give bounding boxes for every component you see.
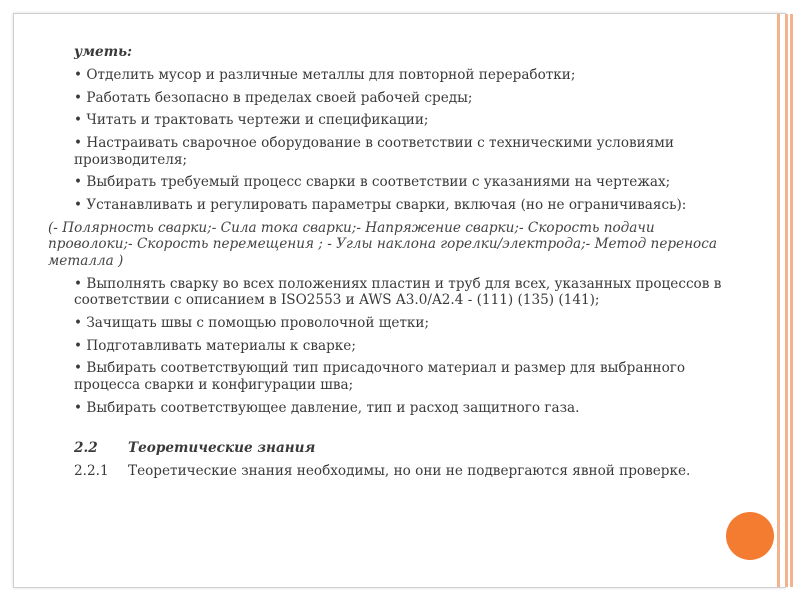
list-item	[48, 315, 738, 331]
subsection-item	[48, 463, 738, 479]
decor-stripe	[785, 14, 788, 587]
list-item	[48, 276, 738, 309]
list-item	[48, 360, 738, 393]
section-number: 2.2	[74, 440, 98, 457]
list-item	[48, 197, 738, 213]
list-item-text: • Выбирать требуемый процесс сварки в соответствии с указаниями на чертежах;	[74, 174, 671, 191]
subsection-text: Теоретические знания необходимы, но они не подвергаются явной проверке.	[128, 463, 691, 480]
list-item	[48, 400, 738, 416]
list-item	[48, 112, 738, 128]
list-item-text: • Подготавливать материалы к сварке;	[74, 337, 356, 354]
section-title: Теоретические знания	[128, 440, 316, 457]
list-item	[48, 135, 738, 168]
list-item-text: • Зачищать швы с помощью проволочной щетки;	[74, 314, 430, 331]
list-item-text: • Выбирать соответствующее давление, тип и расход защитного газа.	[74, 399, 580, 416]
list-item-header: уметь:	[74, 44, 133, 60]
list-item	[48, 338, 738, 354]
list-item-text: • Выбирать соответствующий тип присадочного материал и размер для выбранного процесса сварки и конфигурации шва;	[74, 360, 686, 393]
list-item-text: • Выполнять сварку во всех положениях пластин и труб для всех, указанных процессов в соответствии с описанием в ISO2553 и AWS A3.0/A2.4 - (111) (135) (141);	[74, 275, 722, 308]
slide-content	[48, 44, 738, 486]
list-item-text: • Читать и трактовать чертежи и спецификации;	[74, 112, 429, 129]
list-item	[48, 67, 738, 83]
subsection-number: 2.2.1	[74, 463, 109, 480]
list-item-text: • Настраивать сварочное оборудование в соответствии с техническими условиями производителя;	[74, 135, 674, 168]
decor-stripe	[777, 14, 780, 587]
slide-frame	[13, 13, 786, 588]
decor-stripe	[790, 14, 793, 587]
list-item-text: • Устанавливать и регулировать параметры сварки, включая (но не ограничиваясь):	[74, 197, 687, 214]
list-item-text: • Отделить мусор и различные металлы для повторной переработки;	[74, 66, 576, 83]
section-heading	[48, 440, 738, 456]
list-item	[48, 90, 738, 106]
params-note: (- Полярность сварки;- Сила тока сварки;- Напряжение сварки;- Скорость подачи проволоки;- Скорость перемещения ; - Углы наклона горелки/электрода;- Метод переноса металла )	[48, 219, 717, 269]
decor-circle	[726, 512, 774, 560]
list-item-text: • Работать безопасно в пределах своей рабочей среды;	[74, 89, 473, 106]
list-item	[48, 174, 738, 190]
